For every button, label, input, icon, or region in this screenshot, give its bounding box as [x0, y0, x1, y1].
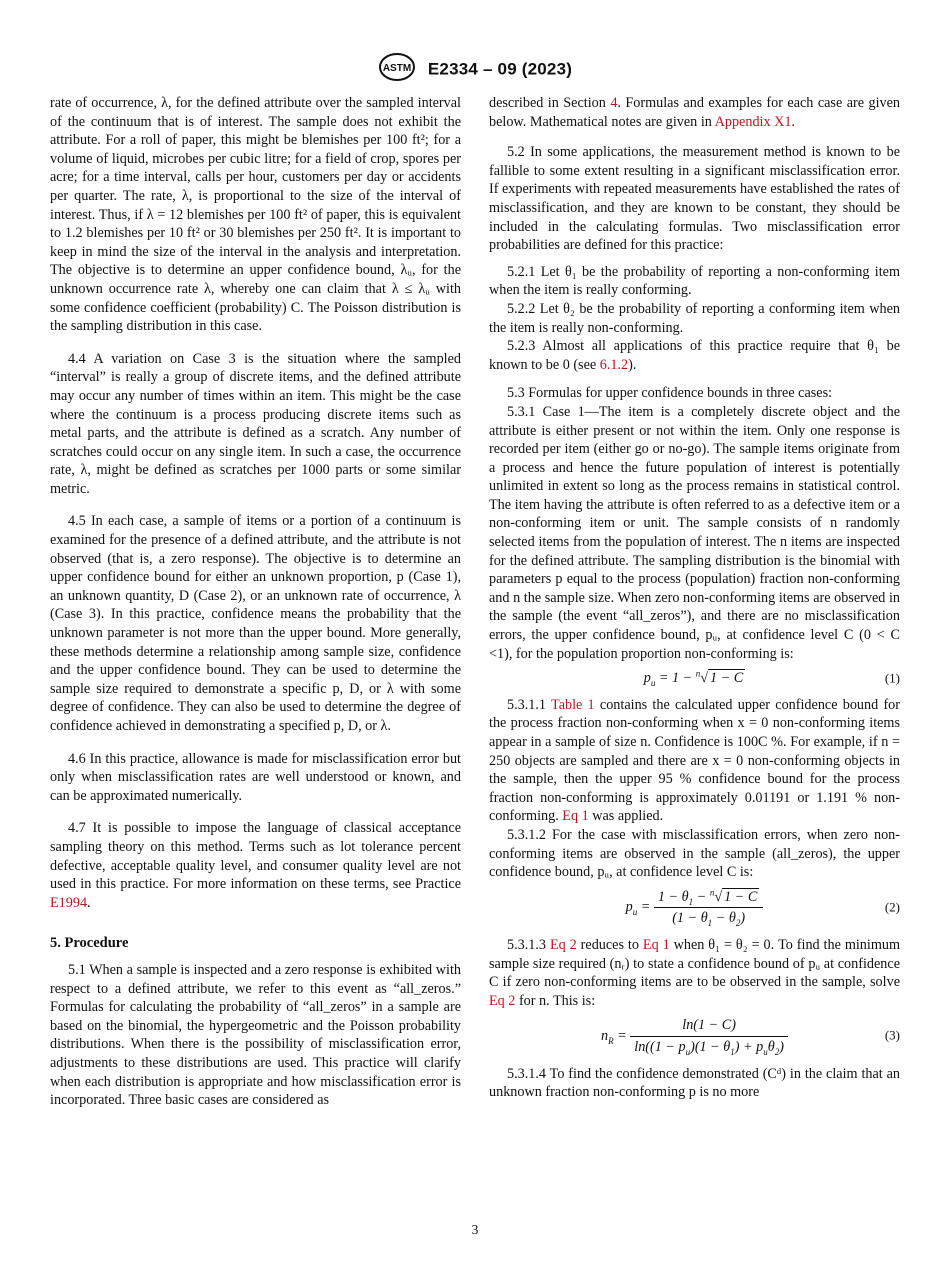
link-eq-1[interactable]: Eq 1 [562, 808, 589, 825]
paragraph-5-3-1-1: 5.3.1.1 Table 1 contains the calculated upper confidence bound for the process fraction non-conforming when x = 0 non-conforming items appear in a sample of size n. Confidence is 100C %. For example, if n = 250 objects are sampled and there are x = 0 non-conforming objects in the sample, then the upper 95 % confidence bound for the process fraction non-conforming is approximately 0.01191 or 1.191 % non-conforming. Eq 1 was applied. [489, 696, 901, 825]
paragraph-5-2: 5.2 In some applications, the measurement method is known to be fallible to some extent resulting in a significant misclassification error. If experiments with repeated measurements have established the rates of misclassification, and they are known to be constant, they should be included in the calculating formulas. Two misclassification error probabilities are defined for this practice: [489, 144, 900, 254]
section-heading-procedure: 5. Procedure [50, 935, 129, 952]
link-section-4[interactable]: 4 [610, 95, 618, 111]
equation-1-formula: $p_u = 1 - ^n√$ 1 − C [643, 668, 744, 689]
paragraph-5-2-1: 5.2.1 Let θ₁ be the probability of reporting a non-conforming item when the item is really conforming. [489, 263, 900, 299]
link-appendix-x1[interactable]: Appendix X1 [714, 113, 792, 130]
link-6-1-2[interactable]: 6.1.2 [599, 356, 629, 373]
equation-2-number: (2) [884, 899, 900, 915]
document-designation: E2334 – 09 (2023) [427, 59, 573, 79]
paragraph-4-3-cont: rate of occurrence, λ, for the defined attribute over the sampled interval of the continuum that is of interest. The sample does not exhibit the attribute. For a roll of paper, this might be blemishes per 100 ft²; for a volume of liquid, microbes per cubic litre; for a field of crop, spores per acre; for a time interval, calls per hour, customers per day or accidents per quarter. The rate, λ, is proportional to the size of the interval of interest. Thus, if λ = 12 blemishes per 100 ft² of paper, this is equivalent to 1.2 blemishes per 10 ft² or 30 blemishes per 250 ft². It is important to keep in mind the size of the interval in the analysis and interpretation. The objective is to determine an upper confidence bound, λᵤ, for the unknown occurrence rate λ, whereby one can claim that λ ≤ λᵤ with some confidence coefficient (probability) C. The Poisson distribution is the sampling distribution in this case. [50, 95, 461, 335]
astm-logo-icon [378, 52, 416, 87]
equation-3 [489, 1016, 900, 1056]
equation-3-number: (3) [884, 1028, 900, 1044]
paragraph-5-1-cont: described in Section 4. Formulas and examples for each case are given below. Mathematical notes are given in Appendix X1. [489, 95, 900, 130]
link-eq-1-b[interactable]: Eq 1 [642, 936, 670, 953]
link-eq-2[interactable]: Eq 2 [549, 936, 577, 953]
page-header [0, 52, 950, 87]
paragraph-4-4: 4.4 A variation on Case 3 is the situation where the sampled “interval” is really a group of discrete items, and the defined attribute may occur any number of times within an item. This might be the case where the continuum is a process producing discrete items such as metal parts, and the attribute is defined as a scratch. Any number of scratches could occur on any single item. In such a case, the occurrence rate, λ, might be defined as scratches per 1000 parts or some similar metric. [50, 350, 461, 497]
paragraph-5-3-1: 5.3.1 Case 1—The item is a completely discrete object and the attribute is either present or not within the item. Only one response is recorded per item (either go or no-go). The sample items originate from a process and hence the future population of interest is potentially unlimited in extent so long as the process remains in statistical control. The item having the attribute is often referred to as a defective item or a non-conforming item or unit. The sample consists of n randomly selected items from the population of interest. The n items are inspected for the defined attribute. The sampling distribution is the binomial with parameters p equal to the process (population) fraction non-conforming and n the sample size. When zero non-conforming items are observed in the sample (the event “all_zeros”), and there are no misclassification errors, the upper confidence bound, pᵤ, at confidence level C (0 < C <1), for the population proportion non-conforming is: [489, 403, 900, 662]
paragraph-4-5: 4.5 In each case, a sample of items or a portion of a continuum is examined for the presence of a defined attribute, and the attribute is not observed (that is, a zero response). The objective is to determine an upper confidence bound for either an unknown proportion, p (Case 1), an unknown quantity, D (Case 2), or an unknown rate of occurrence, λ (Case 3). In this practice, confidence means the probability that the unknown parameter is not more than the upper bound. More generally, these methods determine a relationship among sample size, confidence and the upper confidence bound. They can be used to determine the sample size required to demonstrate a specific p, D, or λ with some degree of confidence. They can also be used to determine the degree of confidence achieved in demonstrating a specified p, D, or λ. [50, 513, 461, 734]
equation-3-formula: $n_R$ = $\frac{\ln(1 - C)}{\ln((1 - p_u)(1 - \theta_1) + p_u\theta_2)}$ [601, 1028, 788, 1044]
paragraph-5-1: 5.1 When a sample is inspected and a zero response is exhibited with respect to a defined attribute, we refer to this event as “all_zeros.” Formulas for calculating the probability of “all_zeros” in a sample are based on the binomial, the hypergeometric and the Poisson probability distributions. When there is the possibility of misclassification error, adjustments to these distributions are used. This practice will clarify when each distribution is appropriate and how misclassification error is incorporated. Three basic cases are considered as [50, 961, 461, 1109]
paragraph-5-2-3: 5.2.3 Almost all applications of this practice require that θ₁ be known to be 0 (see 6.1.2). [489, 338, 900, 373]
paragraph-5-3-1-4: 5.3.1.4 To find the confidence demonstrated (Cᵈ) in the claim that an unknown fraction non-conforming p is no more [489, 1065, 900, 1101]
link-e1994[interactable]: E1994 [50, 894, 88, 911]
paragraph-4-6: 4.6 In this practice, allowance is made for misclassification error but only when misclassification rates are well understood or known, and can be approximated numerically. [50, 750, 461, 804]
equation-2-formula: $p_u$ = $\frac{1 - \theta_1 - ^n√ 1 - C}{(1 - \theta_1 - \theta_2)}$ [626, 899, 764, 915]
paragraph-5-3-1-3: 5.3.1.3 Eq 2 reduces to Eq 1 when θ₁ = θ₂ = 0. To find the minimum sample size required (nᵣ) to state a confidence bound of pᵤ at confidence C if zero non-conforming items are to be observed in the sample, solve Eq 2 for n. This is: [489, 936, 900, 1009]
left-column [50, 94, 461, 1118]
equation-2 [489, 888, 900, 928]
paragraph-5-3-1-2: 5.3.1.2 For the case with misclassification errors, when zero non-conforming items are observed in the sample (all_zeros), the upper confidence bound, pᵤ, at confidence level C is: [489, 826, 900, 881]
paragraph-5-3: 5.3 Formulas for upper confidence bounds in three cases: [507, 385, 833, 402]
equation-1-number: (1) [884, 670, 900, 686]
paragraph-5-2-2: 5.2.2 Let θ₂ be the probability of reporting a conforming item when the item is really non-conforming. [489, 300, 900, 336]
page-number: 3 [471, 1222, 479, 1237]
right-column [489, 94, 900, 1102]
link-eq-2-b[interactable]: Eq 2 [489, 992, 516, 1009]
paragraph-4-7: 4.7 It is possible to impose the language of classical acceptance sampling theory on this method. Terms such as lot tolerance percent defective, acceptable quality level, and consumer quality level are not used in this practice. For more information on these terms, see Practice E1994. [50, 820, 461, 911]
svg-text:ASTM: ASTM [382, 63, 412, 74]
link-table-1[interactable]: Table 1 [551, 696, 595, 713]
equation-1 [489, 669, 900, 688]
